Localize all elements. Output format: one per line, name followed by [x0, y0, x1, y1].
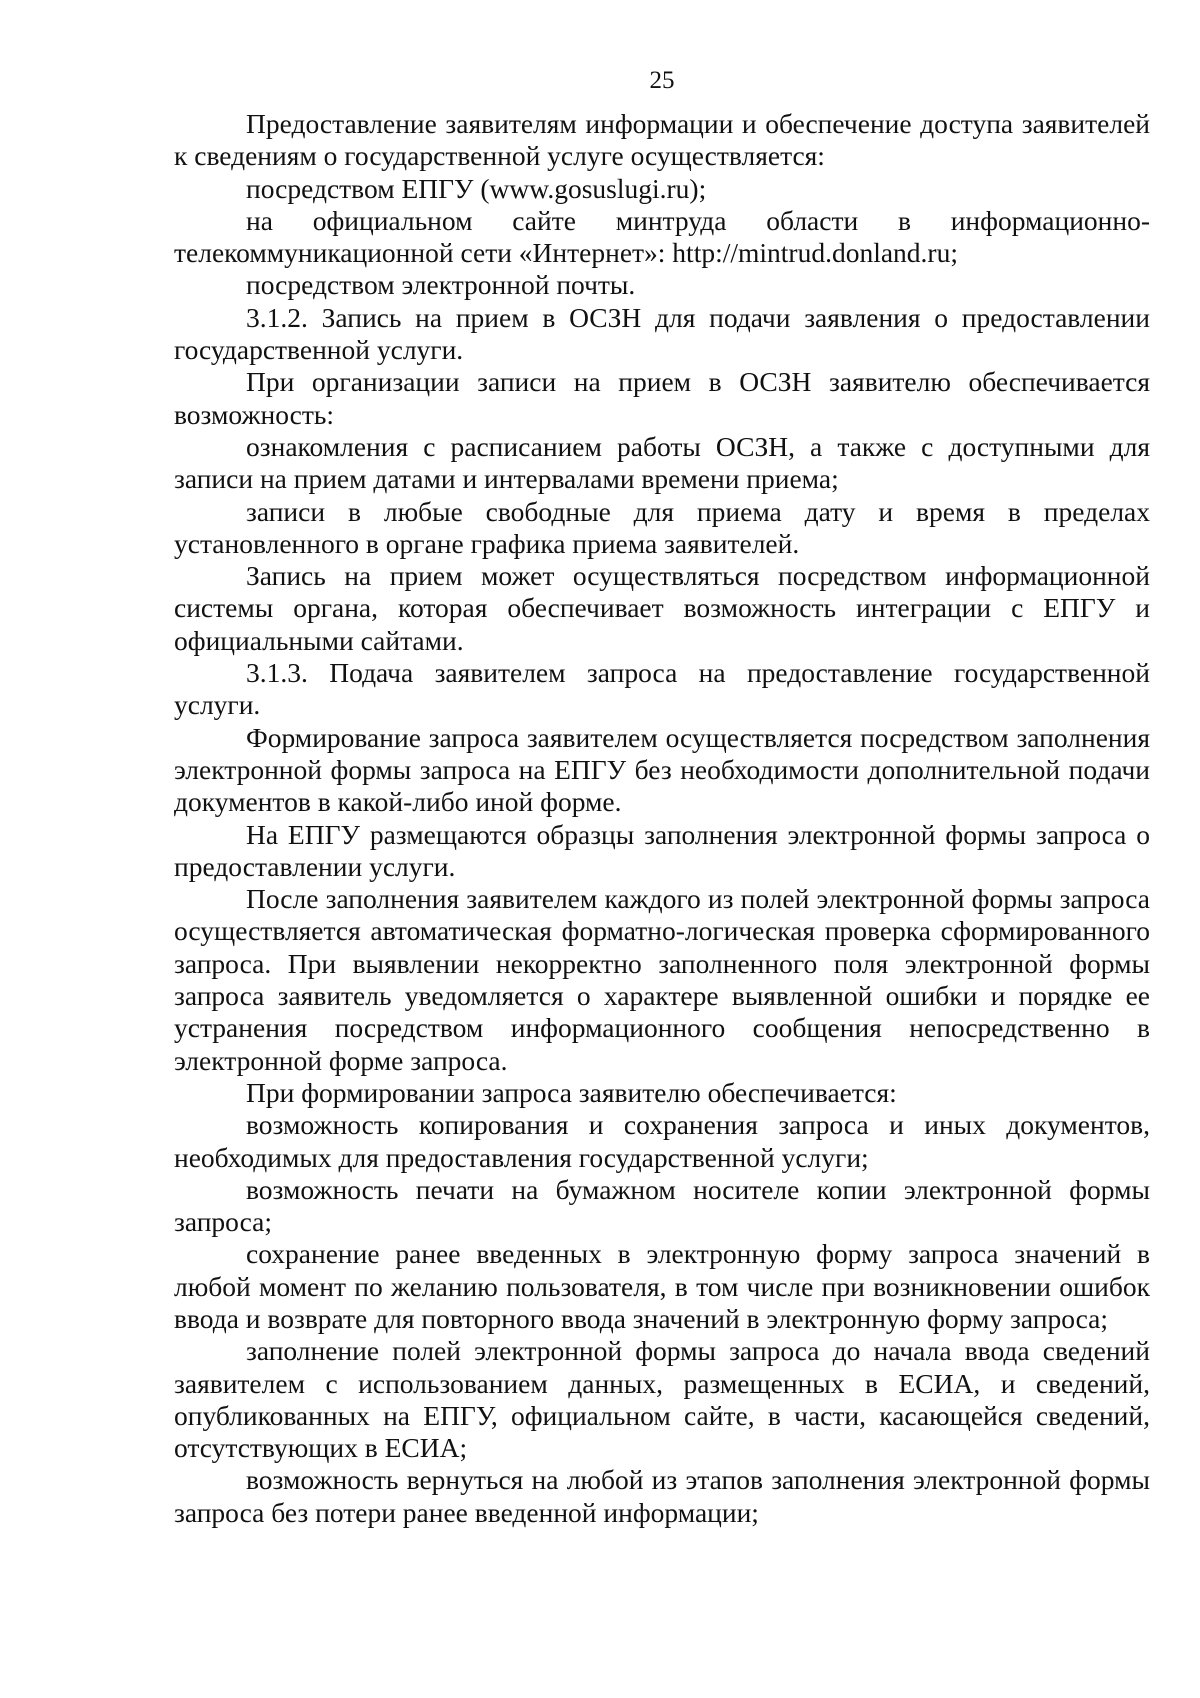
paragraph-format-check: После заполнения заявителем каждого из полей электронной формы запроса осуществляется автоматическая форматно-логическая проверка сформированного запроса. При выявлении некорректно заполненного поля электронной формы запроса заявитель уведомляется о характере выявленной ошибки и порядке ее устранения посредством информационного сообщения непосредственно в электронной форме запроса.	[174, 883, 1150, 1076]
paragraph-request-provides: При формировании запроса заявителю обеспечивается:	[246, 1076, 897, 1108]
paragraph-save-values: сохранение ранее введенных в электронную форму запроса значений в любой момент по желанию пользователя, в том числе при возникновении ошибок ввода и возврате для повторного ввода значений в электронную форму запроса;	[174, 1238, 1150, 1334]
paragraph-email: посредством электронной почты.	[246, 269, 636, 301]
paragraph-request-forming: Формирование запроса заявителем осуществляется посредством заполнения электронной формы запроса на ЕПГУ без необходимости дополнительной подачи документов в какой-либо иной форме.	[174, 721, 1150, 818]
paragraph-epgu-link: посредством ЕПГУ (www.gosuslugi.ru);	[246, 172, 707, 204]
page-number: 25	[649, 67, 675, 94]
paragraph-appointment-organization: При организации записи на прием в ОСЗН заявителю обеспечивается возможность:	[174, 366, 1150, 430]
paragraph-section-3-1-3: 3.1.3. Подача заявителем запроса на предоставление государственной услуги.	[174, 657, 1150, 721]
paragraph-official-site: на официальном сайте минтруда области в информационно-телекоммуникационной сети «Интернет»: http://mintrud.donland.ru;	[174, 204, 1150, 269]
paragraph-print: возможность печати на бумажном носителе копии электронной формы запроса;	[174, 1173, 1150, 1238]
paragraph-free-slots: записи в любые свободные для приема дату и время в пределах установленного в органе графика приема заявителей.	[174, 495, 1150, 559]
paragraph-schedule-review: ознакомления с расписанием работы ОСЗН, а также с доступными для записи на прием датами и интервалами времени приема;	[174, 430, 1150, 495]
paragraph-prefill-esia: заполнение полей электронной формы запроса до начала ввода сведений заявителем с использованием данных, размещенных в ЕСИА, и сведений, опубликованных на ЕПГУ, официальном сайте, в части, касающейся сведений, отсутствующих в ЕСИА;	[174, 1335, 1150, 1464]
paragraph-copy-save: возможность копирования и сохранения запроса и иных документов, необходимых для предоставления государственной услуги;	[174, 1109, 1150, 1173]
paragraph-info-system: Запись на прием может осуществляться посредством информационной системы органа, которая обеспечивает возможность интеграции с ЕПГУ и официальными сайтами.	[174, 560, 1150, 656]
paragraph-info-access: Предоставление заявителям информации и обеспечение доступа заявителей к сведениям о государственной услуге осуществляется:	[174, 108, 1150, 172]
document-page	[174, 0, 1150, 1529]
paragraph-return-step: возможность вернуться на любой из этапов заполнения электронной формы запроса без потери ранее введенной информации;	[174, 1464, 1150, 1528]
paragraph-form-samples: На ЕПГУ размещаются образцы заполнения электронной формы запроса о предоставлении услуги.	[174, 818, 1150, 882]
paragraph-section-3-1-2: 3.1.2. Запись на прием в ОСЗН для подачи заявления о предоставлении государственной услуги.	[174, 301, 1150, 366]
